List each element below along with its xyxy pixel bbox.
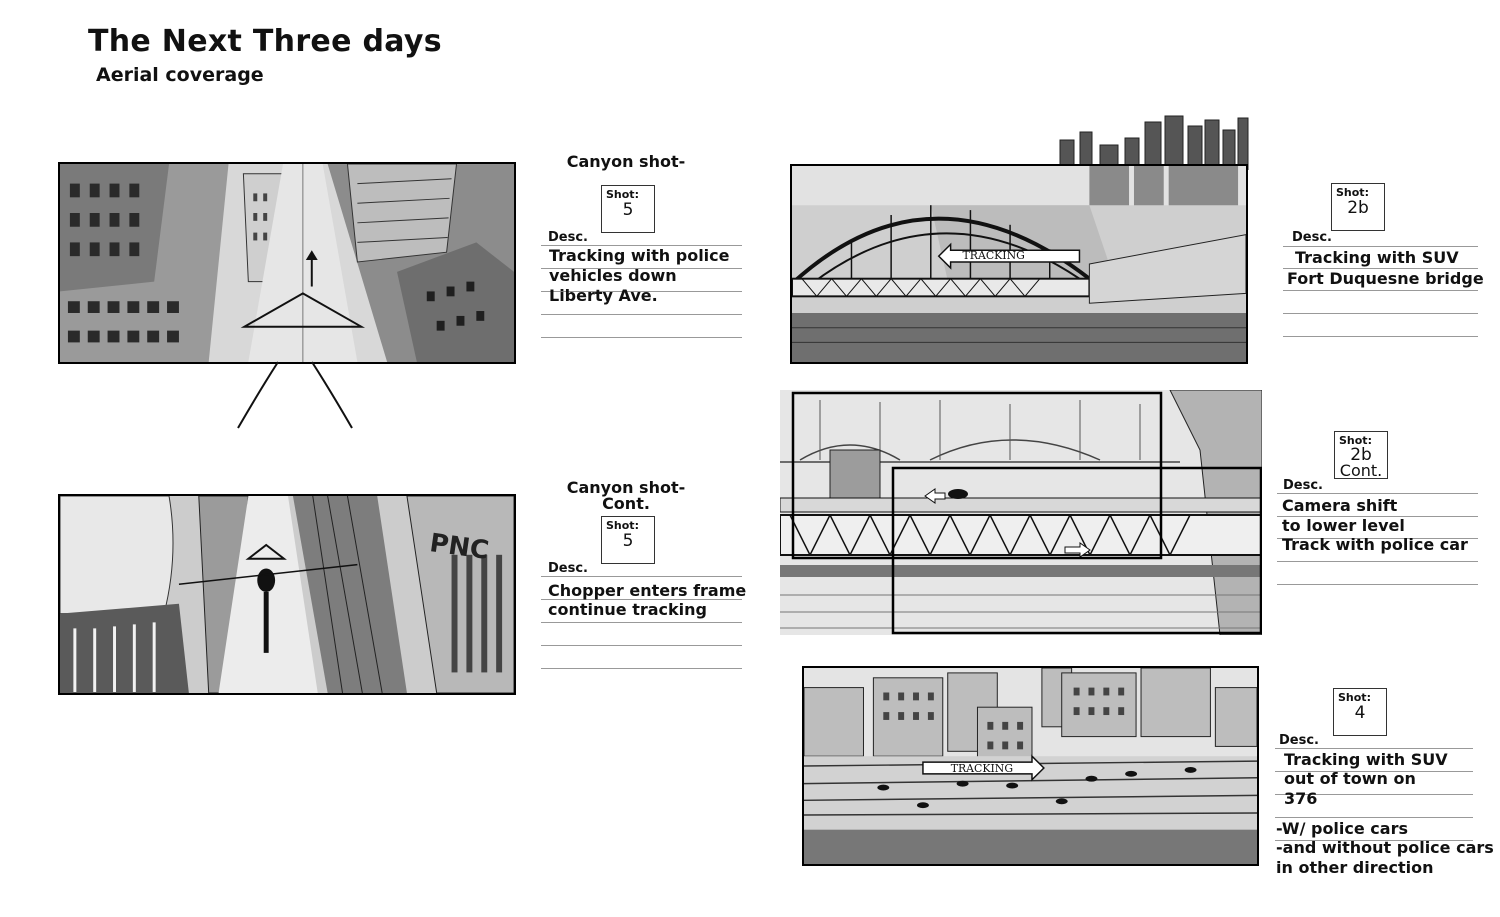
desc-line: Liberty Ave. [549, 286, 658, 305]
desc-line: Camera shift [1282, 496, 1398, 515]
storyboard-panel-shot-5 [58, 162, 516, 364]
shot-number: 2b [1350, 445, 1372, 465]
shot-number: 5 [622, 200, 634, 220]
shot-heading [556, 480, 696, 512]
page-subtitle: Aerial coverage [96, 64, 264, 86]
skyline-sketch [1040, 110, 1255, 170]
rule-line [1283, 290, 1478, 291]
desc-line: in other direction [1276, 858, 1434, 877]
tracking-label: TRACKING [962, 249, 1025, 263]
rule-line [541, 622, 742, 623]
rule-line [1283, 246, 1478, 247]
highway-sketch [804, 668, 1257, 864]
desc-line: 376 [1284, 789, 1318, 808]
desc-line: -and without police cars [1276, 838, 1494, 857]
shot-number-box [1334, 431, 1388, 479]
page-title: The Next Three days [88, 24, 442, 59]
desc-label: Desc. [1283, 478, 1323, 493]
rule-line [541, 645, 742, 646]
desc-line: -W/ police cars [1276, 819, 1408, 838]
desc-label: Desc. [1279, 733, 1319, 748]
bridge-sketch [792, 166, 1246, 362]
shot-label: Shot: [1336, 186, 1369, 199]
rule-line [1277, 493, 1478, 494]
storyboard-panel-shot-5-cont [58, 494, 516, 695]
chopper-sketch [60, 496, 514, 693]
desc-line: Tracking with SUV [1295, 248, 1459, 267]
tracking-label: TRACKING [950, 761, 1014, 775]
storyboard-panel-shot-2b-cont [780, 390, 1262, 635]
shot-number-box [601, 516, 655, 564]
canyon-sketch [60, 164, 514, 362]
shot-label: Shot: [1339, 434, 1372, 447]
desc-label: Desc. [548, 230, 588, 245]
rule-line [1283, 336, 1478, 337]
desc-line: to lower level [1282, 516, 1405, 535]
desc-label: Desc. [548, 561, 588, 576]
desc-line: Tracking with police [549, 246, 730, 265]
rule-line [1275, 748, 1473, 749]
rule-line [541, 668, 742, 669]
shot-number: 4 [1354, 703, 1366, 723]
rule-line [1275, 817, 1473, 818]
desc-label: Desc. [1292, 230, 1332, 245]
desc-line: out of town on [1284, 769, 1416, 788]
rule-line [1283, 313, 1478, 314]
desc-line: vehicles down [549, 266, 677, 285]
desc-line: Chopper enters frame [548, 581, 747, 600]
shot-heading-line1: Canyon shot- [566, 478, 686, 497]
desc-line: Track with police car [1282, 535, 1468, 554]
shot-heading: Canyon shot- [566, 152, 686, 171]
rule-line [541, 337, 742, 338]
lower-level-sketch [780, 390, 1262, 635]
storyboard-panel-shot-2b [790, 164, 1248, 364]
desc-line: Tracking with SUV [1284, 750, 1448, 769]
shot-number-box [1333, 688, 1387, 736]
shot-label: Shot: [606, 188, 639, 201]
desc-line: continue tracking [548, 600, 707, 619]
storyboard-panel-shot-4 [802, 666, 1259, 866]
shot-number-box [1331, 183, 1385, 231]
pnc-sign-text: PNC [427, 528, 491, 566]
rule-line [1277, 584, 1478, 585]
shot-number: 2b [1347, 198, 1369, 218]
shot-number-box [601, 185, 655, 233]
shot-number-line2: Cont. [1339, 461, 1383, 480]
rule-line [1277, 561, 1478, 562]
rule-line [541, 314, 742, 315]
shot-heading-line2: Cont. [602, 494, 650, 513]
shot-label: Shot: [606, 519, 639, 532]
shot-label: Shot: [1338, 691, 1371, 704]
desc-line: Fort Duquesne bridge [1287, 269, 1484, 288]
camera-path-lines [230, 360, 360, 430]
rule-line [541, 576, 742, 577]
shot-number: 5 [622, 531, 634, 551]
